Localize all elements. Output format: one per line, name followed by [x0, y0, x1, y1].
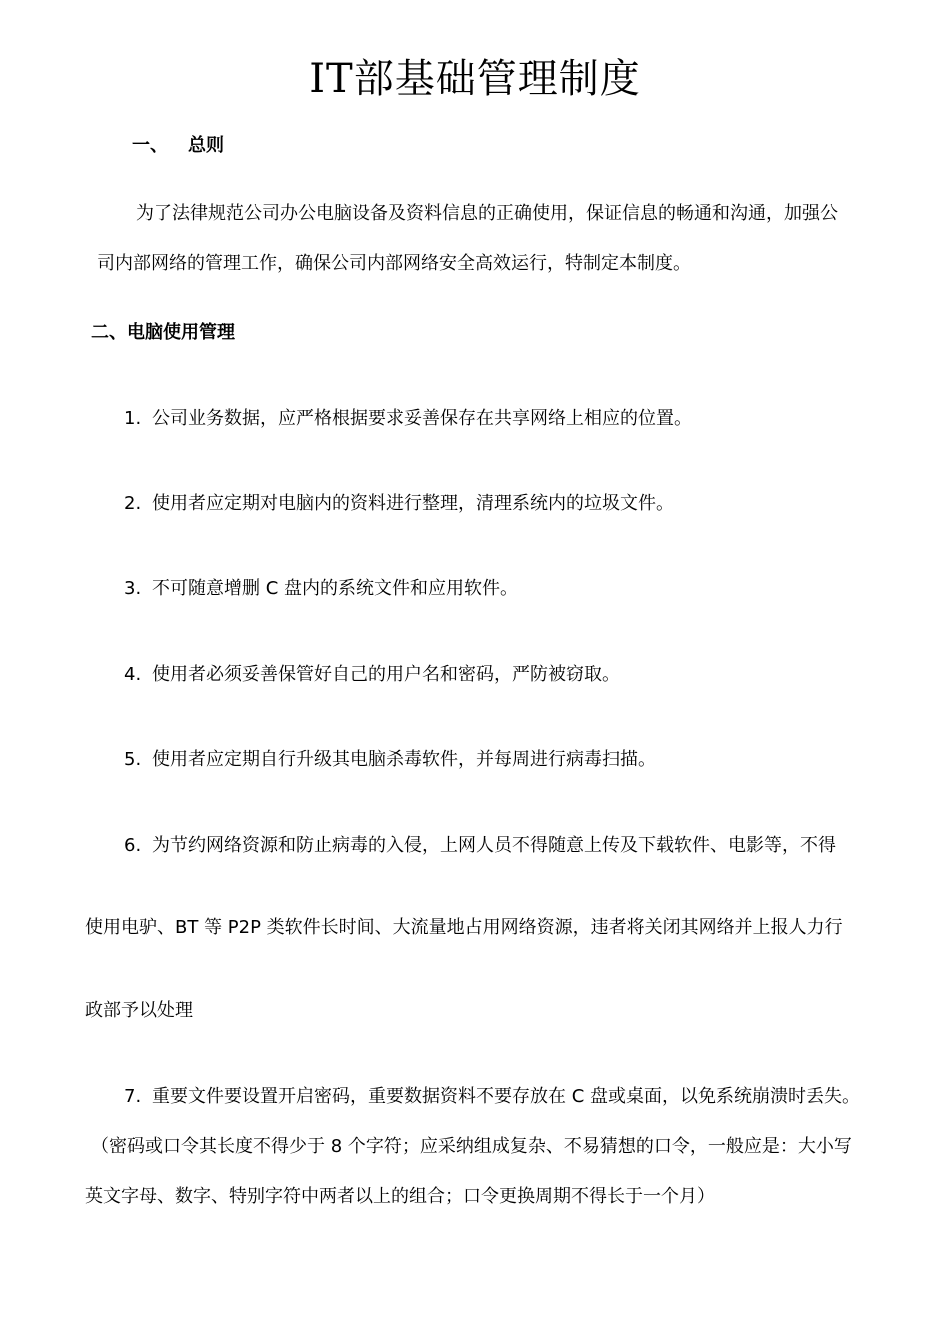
- list-item-2: [124, 492, 674, 516]
- list-item-1: [124, 407, 692, 431]
- section-1-paragraph-line: 为了法律规范公司办公电脑设备及资料信息的正确使用，保证信息的畅通和沟通，加强公: [136, 203, 838, 224]
- list-item-3: [124, 577, 518, 601]
- list-item-number: 7.: [124, 1086, 142, 1107]
- list-item-7-continuation: 英文字母、数字、特别字符中两者以上的组合；口令更换周期不得长于一个月）: [85, 1186, 715, 1207]
- document-title: IT部基础管理制度: [309, 56, 641, 102]
- list-item-text: 重要文件要设置开启密码，重要数据资料不要存放在 C 盘或桌面，以免系统崩溃时丢失。: [152, 1086, 861, 1107]
- list-item-text: 使用者应定期对电脑内的资料进行整理，清理系统内的垃圾文件。: [152, 493, 674, 514]
- list-item-5: [124, 748, 656, 772]
- section-2-heading: 二、电脑使用管理: [91, 322, 235, 343]
- list-item-number: 6.: [124, 835, 142, 856]
- section-1-paragraph-line: 司内部网络的管理工作，确保公司内部网络安全高效运行，特制定本制度。: [97, 253, 691, 274]
- list-item-number: 1.: [124, 408, 142, 429]
- list-item-number: 3.: [124, 578, 142, 599]
- list-item-7-continuation: （密码或口令其长度不得少于 8 个字符；应采纳组成复杂、不易猜想的口令，一般应是：大小写: [91, 1136, 852, 1157]
- section-1-title: 总则: [188, 135, 224, 156]
- list-item-text: 公司业务数据，应严格根据要求妥善保存在共享网络上相应的位置。: [152, 408, 692, 429]
- list-item-number: 4.: [124, 664, 142, 685]
- list-item-text: 不可随意增删 C 盘内的系统文件和应用软件。: [152, 578, 519, 599]
- list-item-text: 为节约网络资源和防止病毒的入侵，上网人员不得随意上传及下载软件、电影等，不得: [152, 835, 836, 856]
- list-item-number: 2.: [124, 493, 142, 514]
- list-item-7: [124, 1085, 860, 1109]
- list-item-text: 使用者应定期自行升级其电脑杀毒软件，并每周进行病毒扫描。: [152, 749, 656, 770]
- section-1-heading: [132, 134, 224, 158]
- list-item-6: [124, 834, 836, 858]
- list-item-text: 使用者必须妥善保管好自己的用户名和密码，严防被窃取。: [152, 664, 620, 685]
- list-item-4: [124, 663, 620, 687]
- section-1-number: 一、: [132, 135, 168, 156]
- list-item-number: 5.: [124, 749, 142, 770]
- list-item-6-continuation: 使用电驴、BT 等 P2P 类软件长时间、大流量地占用网络资源，违者将关闭其网络并上报人力行: [85, 917, 843, 938]
- list-item-6-continuation: 政部予以处理: [85, 1000, 193, 1021]
